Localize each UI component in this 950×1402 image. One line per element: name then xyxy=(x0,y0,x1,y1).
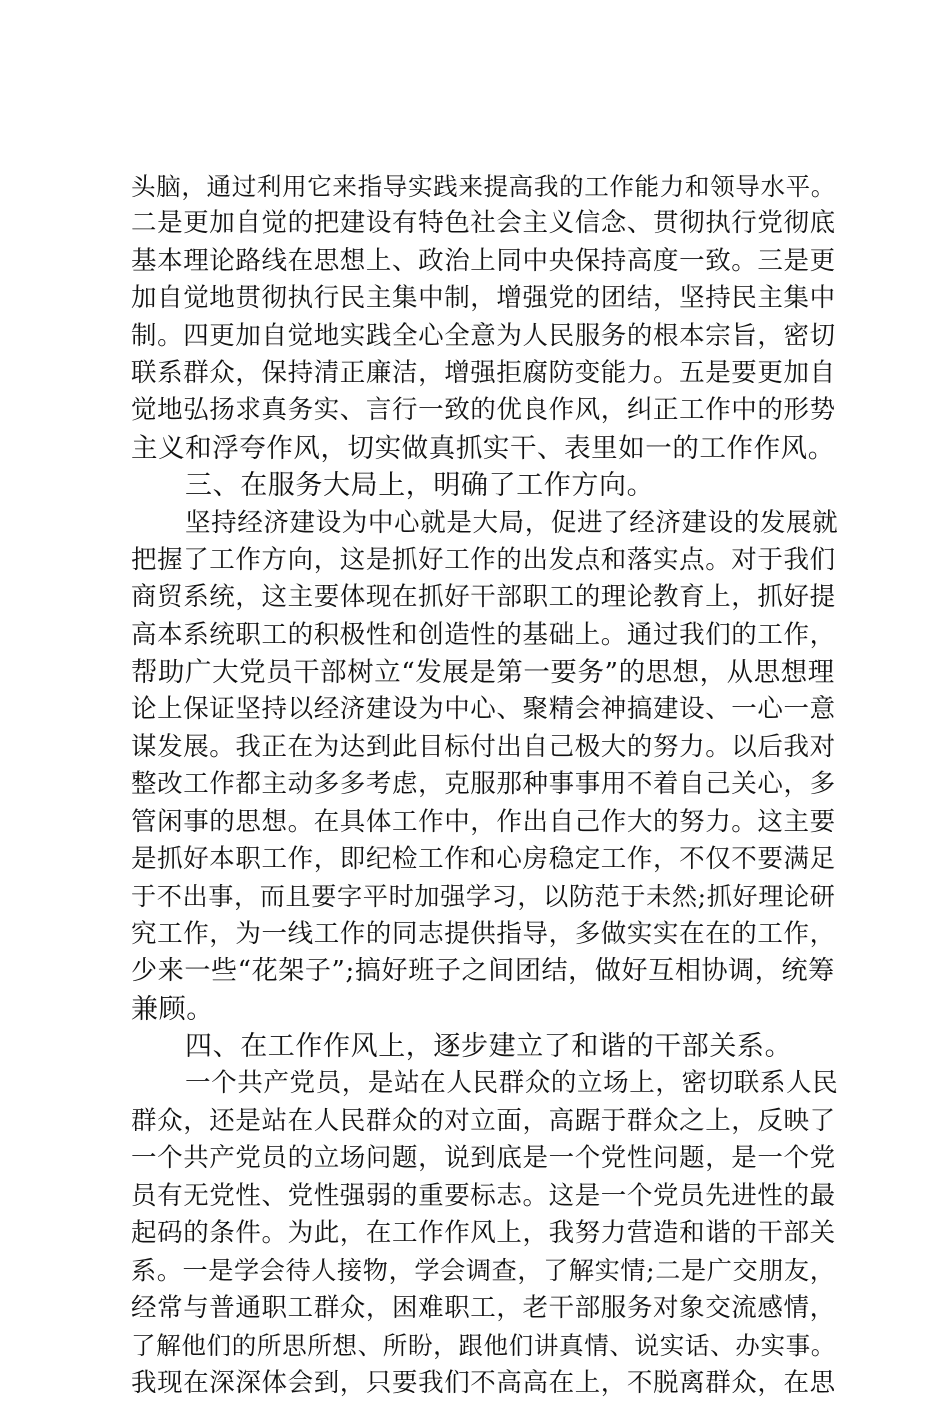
text-line: 主义和浮夸作风，切实做真抓实干、表里如一的工作作风。 xyxy=(131,432,835,464)
text-line: 头脑，通过利用它来指导实践来提高我的工作能力和领导水平。 xyxy=(131,172,836,201)
text-line: 制。四更加自觉地实践全心全意为人民服务的根本宗旨，密切 xyxy=(131,320,836,351)
text-line: 二是更加自觉的把建设有特色社会主义信念、贯彻执行党彻底 xyxy=(131,208,836,239)
text-line: 整改工作都主动多多考虑，克服那种事事用不着自己关心，多 xyxy=(131,769,836,800)
text-line: 经常与普通职工群众，困难职工，老干部服务对象交流感情， xyxy=(131,1292,836,1323)
text-line: 谋发展。我正在为达到此目标付出自己极大的努力。以后我对 xyxy=(131,731,836,762)
document-body-text xyxy=(131,168,839,1402)
text-line: 于不出事，而且要字平时加强学习，以防范于未然;抓好理论研 xyxy=(131,882,836,912)
text-line: 商贸系统，这主要体现在抓好干部职工的理论教育上，抓好提 xyxy=(131,582,836,613)
text-line: 基本理论路线在思想上、政治上同中央保持高度一致。三是更 xyxy=(131,245,836,276)
text-line: 把握了工作方向，这是抓好工作的出发点和落实点。对于我们 xyxy=(131,544,836,575)
text-line: 群众，还是站在人民群众的对立面，高踞于群众之上，反映了 xyxy=(131,1105,836,1136)
text-line: 我现在深深体会到，只要我们不高高在上，不脱离群众，在思 xyxy=(131,1367,836,1398)
text-line: 一个共产党员，是站在人民群众的立场上，密切联系人民 xyxy=(185,1068,839,1099)
text-line: 联系群众，保持清正廉洁，增强拒腐防变能力。五是要更加自 xyxy=(131,357,836,388)
text-line: 兼顾。 xyxy=(131,993,214,1025)
text-line: 论上保证坚持以经济建设为中心、聚精会神搞建设、一心一意 xyxy=(131,694,836,725)
text-line: 坚持经济建设为中心就是大局，促进了经济建设的发展就 xyxy=(185,507,839,538)
text-line: 系。一是学会待人接物，学会调查，了解实情;二是广交朋友， xyxy=(131,1256,836,1286)
text-line: 员有无党性、党性强弱的重要标志。这是一个党员先进性的最 xyxy=(131,1180,836,1211)
section-heading-4: 四、在工作作风上，逐步建立了和谐的干部关系。 xyxy=(185,1030,793,1062)
text-line: 管闲事的思想。在具体工作中，作出自己作大的努力。这主要 xyxy=(131,806,836,837)
text-line: 起码的条件。为此，在工作作风上，我努力营造和谐的干部关 xyxy=(131,1217,836,1248)
text-line: 觉地弘扬求真务实、言行一致的优良作风，纠正工作中的形势 xyxy=(131,395,836,426)
text-line: 是抓好本职工作，即纪检工作和心房稳定工作，不仅不要满足 xyxy=(131,844,836,875)
text-line: 了解他们的所思所想、所盼，跟他们讲真情、说实话、办实事。 xyxy=(131,1331,836,1361)
text-line: 加自觉地贯彻执行民主集中制，增强党的团结，坚持民主集中 xyxy=(131,283,836,314)
text-line: 少来一些“花架子”;搞好班子之间团结，做好互相协调，统筹 xyxy=(131,956,835,987)
text-line: 帮助广大党员干部树立“发展是第一要务”的思想，从思想理 xyxy=(131,657,835,689)
text-line: 究工作，为一线工作的同志提供指导，多做实实在在的工作， xyxy=(131,918,836,949)
text-line: 高本系统职工的积极性和创造性的基础上。通过我们的工作， xyxy=(131,619,836,650)
text-line: 一个共产党员的立场问题，说到底是一个党性问题，是一个党 xyxy=(131,1143,836,1174)
section-heading-3: 三、在服务大局上，明确了工作方向。 xyxy=(185,470,655,502)
